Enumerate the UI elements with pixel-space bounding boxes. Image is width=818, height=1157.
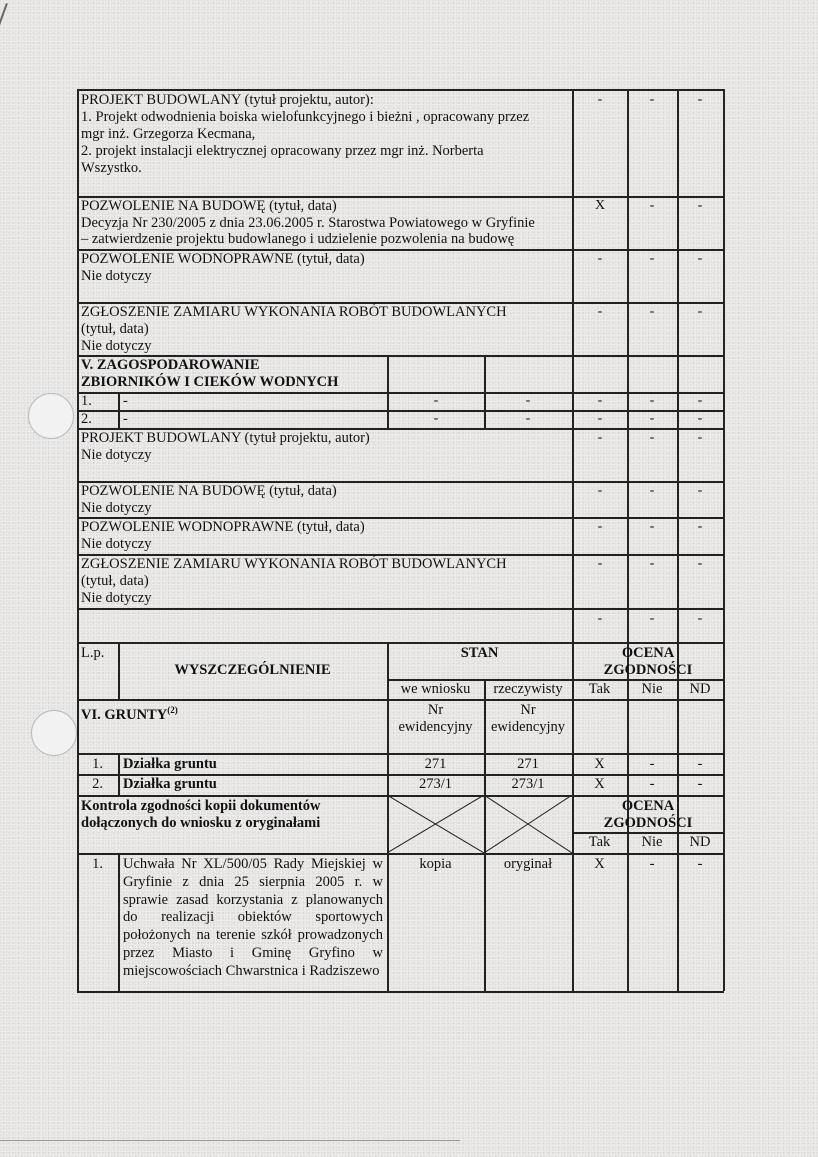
- section-vi-heading: [81, 702, 178, 724]
- we-wniosku-value: kopia: [419, 856, 452, 872]
- row-title: POZWOLENIE NA BUDOWĘ (tytuł, data): [81, 483, 337, 499]
- crossed-cell-icon: [484, 795, 572, 853]
- row-text: – zatwierdzenie projektu budowlanego i udzielenie pozwolenia na budowę: [81, 231, 515, 247]
- tak-mark: -: [597, 556, 603, 571]
- kontrola-zgodnosci: ZGODNOŚCI: [603, 815, 693, 831]
- nie-mark: -: [649, 393, 655, 408]
- row-text: 2. projekt instalacji elektrycznej opracowany przez mgr inż. Norberta: [81, 143, 484, 159]
- nd-mark: -: [697, 611, 703, 626]
- header-ocena: OCENA: [621, 645, 675, 661]
- we-wniosku-value: 271: [424, 756, 447, 772]
- row-text: mgr inż. Grzegorza Kecmana,: [81, 126, 256, 142]
- tak-mark: -: [597, 611, 603, 626]
- row-line: [77, 853, 724, 855]
- row-line: [77, 753, 724, 755]
- row-line: [77, 410, 724, 412]
- crossed-cell-icon: [387, 795, 484, 853]
- nie-mark: -: [649, 411, 655, 426]
- nie-mark: -: [649, 92, 655, 107]
- header-lp: L.p.: [81, 645, 105, 661]
- lp: 1.: [92, 756, 103, 772]
- col-line-stan2: [484, 355, 486, 428]
- row-text: Nie dotyczy: [81, 536, 152, 552]
- header-wyszczegolnienie: WYSZCZEGÓLNIENIE: [174, 662, 331, 678]
- nd-mark: -: [697, 251, 703, 266]
- kontrola-ocena: OCENA: [621, 798, 675, 814]
- row-text: Nie dotyczy: [81, 268, 152, 284]
- document-description: Uchwała Nr XL/500/05 Rady Miejskiej w Gryfinie z dnia 25 sierpnia 2005 r. w sprawie zasad korzystania z planowanych do realizacji obiektów sportowych położonych na terenie szkół prowadzonych przez Miasto i Gminę Gryfino w miejscowościach Chwarstnica i Radziszewo: [123, 856, 383, 979]
- col-label: Nr: [427, 702, 444, 718]
- nie-mark: -: [649, 756, 655, 772]
- lp: 1.: [92, 856, 103, 872]
- nie-mark: -: [649, 856, 655, 872]
- header-nie: Nie: [641, 681, 663, 697]
- kontrola-nie: Nie: [641, 834, 663, 850]
- row-text: (tytuł, data): [81, 573, 149, 589]
- tak-mark: -: [597, 430, 603, 445]
- rzeczywisty-value: 271: [517, 756, 539, 772]
- row-text: Nie dotyczy: [81, 447, 152, 463]
- tak-mark: -: [597, 92, 603, 107]
- nie-mark: -: [649, 483, 655, 498]
- kontrola-heading: Kontrola zgodności kopii dokumentów: [81, 798, 321, 814]
- nd-mark: -: [697, 198, 703, 213]
- lp: 1.: [81, 393, 92, 409]
- nie-mark: -: [649, 251, 655, 266]
- we-wniosku-value: -: [433, 411, 439, 426]
- header-zgodnosci: ZGODNOŚCI: [603, 662, 693, 678]
- header-rzeczywisty: rzeczywisty: [493, 681, 563, 697]
- col-line-lp: [118, 753, 120, 795]
- kontrola-nd: ND: [689, 834, 711, 850]
- tak-mark: -: [597, 393, 603, 408]
- tak-mark: -: [597, 483, 603, 498]
- col-label: ewidencyjny: [490, 719, 566, 735]
- row-line: [77, 642, 724, 644]
- item-name: -: [123, 411, 128, 427]
- row-text: Nie dotyczy: [81, 500, 152, 516]
- col-line-lp: [118, 853, 120, 991]
- punch-hole: [28, 393, 74, 439]
- kontrola-tak: Tak: [588, 834, 611, 850]
- lp: 2.: [92, 776, 103, 792]
- nie-mark: -: [649, 198, 655, 213]
- nie-mark: -: [649, 430, 655, 445]
- row-line: [77, 608, 724, 610]
- rzeczywisty-value: 273/1: [511, 776, 545, 792]
- section-v-heading: V. ZAGOSPODAROWANIE: [81, 357, 260, 373]
- nd-mark: -: [697, 776, 703, 792]
- section-v-heading: ZBIORNIKÓW I CIEKÓW WODNYCH: [81, 374, 339, 390]
- rzeczywisty-value: -: [525, 393, 531, 408]
- rzeczywisty-value: oryginał: [503, 856, 553, 872]
- table-border-bottom: [77, 991, 724, 993]
- row-text: 1. Projekt odwodnienia boiska wielofunkcyjnego i bieżni , opracowany przez: [81, 109, 530, 125]
- tak-mark: X: [594, 776, 605, 792]
- nd-mark: -: [697, 856, 703, 872]
- col-label: ewidencyjny: [398, 719, 473, 735]
- row-line: [77, 392, 724, 394]
- col-label: Nr: [520, 702, 536, 718]
- item-name: Działka gruntu: [123, 776, 217, 792]
- row-line: [77, 699, 724, 701]
- tak-mark: -: [597, 411, 603, 426]
- header-tak: Tak: [588, 681, 611, 697]
- nd-mark: -: [697, 304, 703, 319]
- tak-mark: X: [594, 756, 605, 772]
- item-name: Działka gruntu: [123, 756, 217, 772]
- row-title: ZGŁOSZENIE ZAMIARU WYKONANIA ROBÓT BUDOWLANYCH: [81, 556, 507, 572]
- header-stan: STAN: [460, 645, 499, 661]
- footnote-ref: (2): [167, 705, 178, 715]
- row-text: Decyzja Nr 230/2005 z dnia 23.06.2005 r. Starostwa Powiatowego w Gryfinie: [81, 215, 535, 231]
- header-nd: ND: [689, 681, 711, 697]
- row-line: [77, 89, 724, 91]
- nd-mark: -: [697, 556, 703, 571]
- nd-mark: -: [697, 519, 703, 534]
- lp: 2.: [81, 411, 92, 427]
- nd-mark: -: [697, 411, 703, 426]
- nd-mark: -: [697, 393, 703, 408]
- header-we-wniosku: we wniosku: [400, 681, 471, 697]
- row-title: POZWOLENIE NA BUDOWĘ (tytuł, data): [81, 198, 337, 214]
- col-line-lp: [118, 392, 120, 428]
- tak-mark: X: [594, 856, 605, 872]
- row-title: POZWOLENIE WODNOPRAWNE (tytuł, data): [81, 251, 365, 267]
- nd-mark: -: [697, 92, 703, 107]
- we-wniosku-value: 273/1: [418, 776, 453, 792]
- punch-hole: [31, 710, 77, 756]
- nd-mark: -: [697, 483, 703, 498]
- tak-mark: -: [597, 304, 603, 319]
- nie-mark: -: [649, 304, 655, 319]
- nd-mark: -: [697, 756, 703, 772]
- nie-mark: -: [649, 611, 655, 626]
- scan-mark: [0, 3, 8, 55]
- row-text: Nie dotyczy: [81, 338, 152, 354]
- row-title: POZWOLENIE WODNOPRAWNE (tytuł, data): [81, 519, 365, 535]
- tak-mark: X: [594, 198, 606, 213]
- we-wniosku-value: -: [433, 393, 439, 408]
- row-title: ZGŁOSZENIE ZAMIARU WYKONANIA ROBÓT BUDOWLANYCH: [81, 304, 507, 320]
- bottom-edge-line: [0, 1140, 460, 1141]
- nd-mark: -: [697, 430, 703, 445]
- nie-mark: -: [649, 519, 655, 534]
- row-title: PROJEKT BUDOWLANY (tytuł projektu, autor): [81, 430, 370, 446]
- row-text: Nie dotyczy: [81, 590, 152, 606]
- kontrola-heading: dołączonych do wniosku z oryginałami: [81, 815, 321, 831]
- item-name: -: [123, 393, 128, 409]
- row-text: (tytuł, data): [81, 321, 149, 337]
- tak-mark: -: [597, 251, 603, 266]
- nie-mark: -: [649, 776, 655, 792]
- col-line-stan1: [387, 355, 389, 428]
- rzeczywisty-value: -: [525, 411, 531, 426]
- section-vi-heading-text: VI. GRUNTY: [81, 706, 168, 723]
- table-border-right: [723, 89, 725, 991]
- row-title: PROJEKT BUDOWLANY (tytuł projektu, autor):: [81, 92, 374, 108]
- nie-mark: -: [649, 556, 655, 571]
- tak-mark: -: [597, 519, 603, 534]
- row-text: Wszystko.: [81, 160, 142, 176]
